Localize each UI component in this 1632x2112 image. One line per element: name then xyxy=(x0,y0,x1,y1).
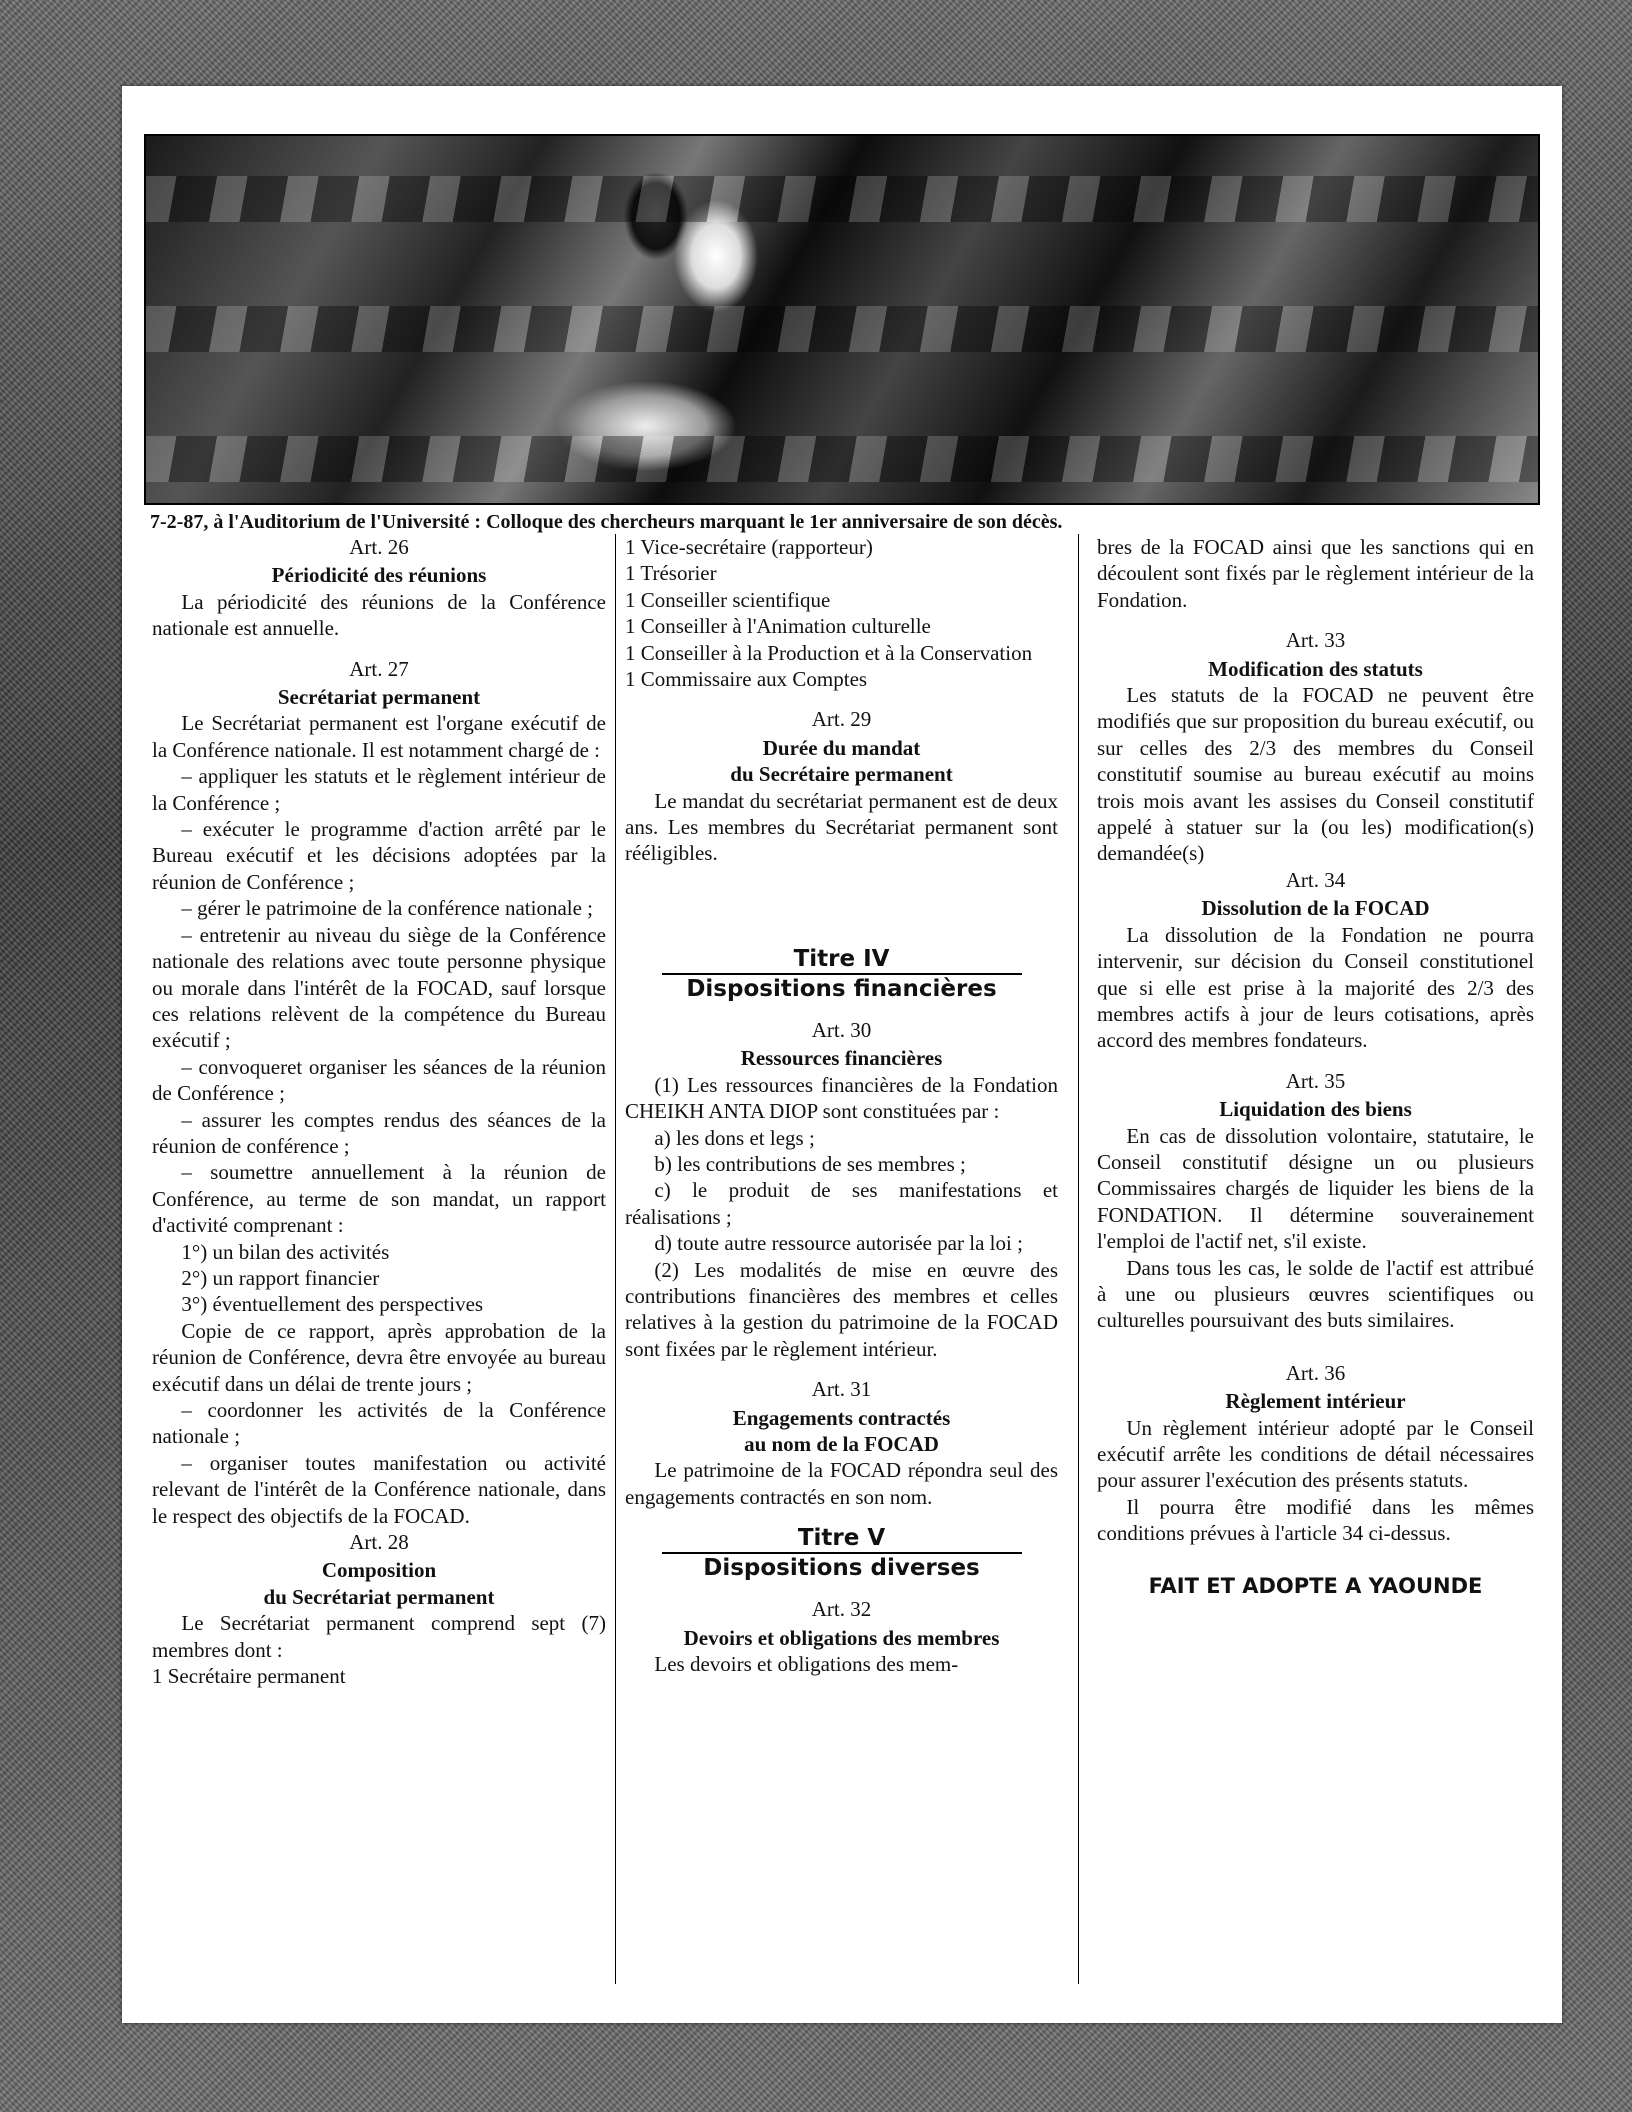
article-title: Ressources financières xyxy=(740,1046,943,1071)
member-item: 1 Vice-secrétaire (rapporteur) xyxy=(625,535,873,559)
section-title: Titre IV xyxy=(793,945,890,972)
article-title: Durée du mandat xyxy=(762,735,921,760)
article-text: La dissolution de la Fondation ne pourra intervenir, sur décision du Conseil constitutionel que si elle est prise à la majorité des 2/3 des membres actifs à jour de leurs cotisations, après accord des membres fondateurs. xyxy=(1097,922,1534,1053)
article-title: Dissolution de la FOCAD xyxy=(1201,896,1430,921)
list-item: – entretenir au niveau du siège de la Conférence nationale des relations avec toute personne physique ou morale dans l'intérêt de la FOCAD, sauf lorsque ces relations relèvent de la compétence du Bureau exécutif ; xyxy=(152,922,606,1053)
member-item: 1 Trésorier xyxy=(625,561,717,586)
article-text: Les devoirs et obligations des mem- xyxy=(654,1652,959,1676)
article-number: Art. 32 xyxy=(811,1597,872,1622)
article-number: Art. 29 xyxy=(811,707,872,732)
section-title: Titre V xyxy=(797,1525,886,1552)
member-item: 1 Conseiller à la Production et à la Conservation xyxy=(625,640,1033,665)
list-item: – assurer les comptes rendus des séances de la réunion de conférence ; xyxy=(152,1107,606,1158)
list-item: – appliquer les statuts et le règlement intérieur de la Conférence ; xyxy=(152,764,606,815)
article-text: Les statuts de la FOCAD ne peuvent être modifiés que sur proposition du bureau exécutif, ou sur celles des 2/3 des membres du Conseil constitutif soumise au bureau exécutif au moins trois mois avant les assises du Conseil constitutif appelé à statuer sur la (ou les) modification(s) demandée(s) xyxy=(1097,683,1534,866)
article-number: Art. 36 xyxy=(1285,1360,1346,1385)
article-text: Le Secrétariat permanent comprend sept (7) membres dont : xyxy=(152,1611,606,1662)
document-page xyxy=(122,86,1562,2023)
article-text: (1) Les ressources financières de la Fondation CHEIKH ANTA DIOP sont constituées par : xyxy=(625,1072,1058,1124)
article-title: Liquidation des biens xyxy=(1219,1097,1412,1122)
member-item: 1 Commissaire aux Comptes xyxy=(625,667,868,692)
article-title: Devoirs et obligations des membres xyxy=(683,1625,1000,1650)
article-number: Art. 30 xyxy=(811,1017,872,1042)
photo-seat-row xyxy=(146,176,1538,222)
article-title: au nom de la FOCAD xyxy=(744,1431,939,1456)
list-item: – soumettre annuellement à la réunion de Conférence, au terme de son mandat, un rapport d'activité comprenant : xyxy=(152,1160,606,1238)
article-number: Art. 33 xyxy=(1285,628,1346,653)
member-item: 1 Conseiller à l'Animation culturelle xyxy=(625,614,931,639)
list-item: d) toute autre ressource autorisée par la loi ; xyxy=(654,1231,1023,1256)
article-text: Le mandat du secrétariat permanent est de deux ans. Les membres du Secrétariat permanent sont rééligibles. xyxy=(625,788,1058,866)
list-item: c) le produit de ses manifestations et réalisations ; xyxy=(625,1178,1058,1229)
article-title: Composition xyxy=(321,1558,437,1583)
article-title: du Secrétaire permanent xyxy=(730,762,953,787)
section-subtitle: Dispositions diverses xyxy=(703,1555,980,1582)
auditorium-photo xyxy=(144,134,1540,505)
article-title: Engagements contractés xyxy=(732,1405,951,1430)
photo-seat-row xyxy=(146,436,1538,482)
article-title: Règlement intérieur xyxy=(1225,1389,1406,1414)
article-text: La périodicité des réunions de la Conférence nationale est annuelle. xyxy=(152,589,606,641)
list-item: – convoqueret organiser les séances de la réunion de Conférence ; xyxy=(152,1054,606,1106)
article-title: Secrétariat permanent xyxy=(277,685,481,710)
article-number: Art. 28 xyxy=(349,1530,409,1555)
member-item: 1 Secrétaire permanent xyxy=(152,1664,346,1689)
article-text: Le patrimoine de la FOCAD répondra seul des engagements contractés en son nom. xyxy=(625,1458,1058,1509)
article-number: Art. 35 xyxy=(1285,1068,1346,1093)
article-text: Un règlement intérieur adopté par le Conseil exécutif arrête les conditions de détail nécessaires pour assurer l'exécution des présents statuts. xyxy=(1097,1415,1534,1493)
article-number: Art. 27 xyxy=(349,656,409,681)
column-divider xyxy=(615,534,616,1984)
member-item: 1 Conseiller scientifique xyxy=(625,587,831,612)
column-2 xyxy=(625,534,1058,1677)
article-text: Le Secrétariat permanent est l'organe exécutif de la Conférence nationale. Il est notamment chargé de : xyxy=(152,711,606,762)
list-item: a) les dons et legs ; xyxy=(654,1125,815,1150)
photo-seat-row xyxy=(146,306,1538,352)
list-item: – exécuter le programme d'action arrêté par le Bureau exécutif et les décisions adoptées par la réunion de Conférence ; xyxy=(152,817,606,894)
article-text: Copie de ce rapport, après approbation de la réunion de Conférence, devra être envoyée au bureau exécutif dans un délai de trente jours ; xyxy=(152,1318,606,1396)
article-text: Il pourra être modifié dans les mêmes conditions prévues à l'article 34 ci-dessus. xyxy=(1097,1494,1534,1546)
article-title: Périodicité des réunions xyxy=(271,563,487,588)
article-number: Art. 26 xyxy=(349,535,409,559)
article-number: Art. 31 xyxy=(811,1377,872,1402)
list-item: b) les contributions de ses membres ; xyxy=(654,1151,966,1176)
signature-line: FAIT ET ADOPTE A YAOUNDE xyxy=(1148,1573,1483,1598)
article-text: Dans tous les cas, le solde de l'actif est attribué à une ou plusieurs œuvres scientifiques ou culturelles poursuivant des buts similaires. xyxy=(1097,1255,1534,1333)
section-subtitle: Dispositions financières xyxy=(686,975,997,1002)
article-text: En cas de dissolution volontaire, statutaire, le Conseil constitutif désigne un ou plusieurs Commissaires chargés de liquider les biens de la FONDATION. Il détermine souverainement l'emploi de l'actif net, s'il existe. xyxy=(1097,1123,1534,1254)
article-number: Art. 34 xyxy=(1285,867,1346,892)
column-divider xyxy=(1078,534,1079,1984)
list-item: – coordonner les activités de la Conférence nationale ; xyxy=(152,1398,606,1449)
sub-item: 1°) un bilan des activités xyxy=(181,1239,390,1264)
column-3 xyxy=(1097,534,1534,1620)
article-title: Modification des statuts xyxy=(1208,656,1423,681)
sub-item: 2°) un rapport financier xyxy=(181,1265,380,1290)
sub-item: 3°) éventuellement des perspectives xyxy=(181,1292,484,1317)
article-text: (2) Les modalités de mise en œuvre des contributions financières des membres et celles relatives à la gestion du patrimoine de la FOCAD sont fixées par le règlement intérieur. xyxy=(625,1257,1058,1361)
article-title: du Secrétariat permanent xyxy=(263,1584,495,1609)
list-item: – gérer le patrimoine de la conférence nationale ; xyxy=(181,896,594,921)
list-item: – organiser toutes manifestation ou activité relevant de l'intérêt de la Conférence nationale, dans le respect des objectifs de la FOCAD. xyxy=(152,1450,606,1528)
article-text: bres de la FOCAD ainsi que les sanctions qui en découlent sont fixés par le règlement intérieur de la Fondation. xyxy=(1097,535,1534,612)
column-1 xyxy=(152,534,606,1689)
photo-caption: 7-2-87, à l'Auditorium de l'Université : Colloque des chercheurs marquant le 1er anniversaire de son décès. xyxy=(150,511,1063,533)
